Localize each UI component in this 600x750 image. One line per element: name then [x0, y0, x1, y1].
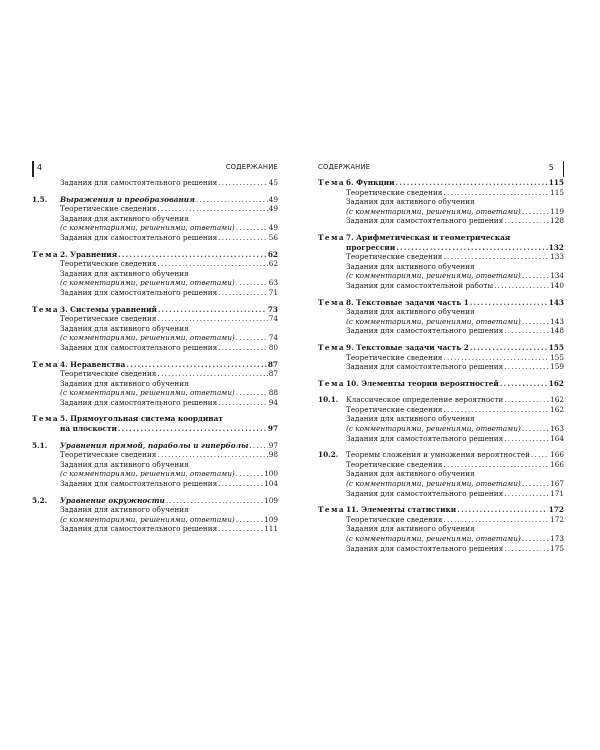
toc-entry[interactable]: (с комментариями, решениями, ответами) ..... 63: [32, 278, 278, 288]
toc-topic[interactable]: Тема 11. Элементы статистики ..... 172: [318, 505, 564, 515]
toc-entry[interactable]: Задания для самостоятельного решения ..... 104: [32, 479, 278, 489]
toc-entry[interactable]: Задания для самостоятельного решения ..... 175: [318, 544, 564, 554]
toc-entry[interactable]: (с комментариями, решениями, ответами) ..... 100: [32, 469, 278, 479]
toc-entry[interactable]: Теоретические сведения ..... 87: [32, 369, 278, 379]
toc-entry[interactable]: Задания для самостоятельного решения ..... 159: [318, 362, 564, 372]
toc-entry-line: Задания для активного обучения: [346, 469, 475, 479]
toc-entry-line: Задания для активного обучения: [60, 268, 189, 278]
toc-topic[interactable]: Тема 2. Уравнения ..... 62: [32, 250, 278, 260]
toc-entry[interactable]: Задания для самостоятельного решения ..... 148: [318, 326, 564, 336]
toc-entry[interactable]: Теоретические сведения ..... 166: [318, 460, 564, 470]
toc-entry[interactable]: (с комментариями, решениями, ответами) ..... 143: [318, 317, 564, 327]
toc-entry[interactable]: Теоретические сведения ..... 49: [32, 204, 278, 214]
toc-section[interactable]: 5.1. Уравнения прямой, параболы и гиперболы ..... 97: [32, 441, 278, 451]
toc-entry[interactable]: Задания для самостоятельного решения ..... 171: [318, 489, 564, 499]
toc-topic-cont[interactable]: прогрессии ..... 132: [318, 243, 564, 253]
toc-topic[interactable]: Тема 7. Арифметическая и геометрическая: [318, 232, 511, 242]
header-rule: [563, 161, 565, 177]
toc-entry[interactable]: Теоретические сведения ..... 133: [318, 252, 564, 262]
toc-entry-line: Задания для активного обучения: [60, 378, 189, 388]
toc-entry-line: Задания для активного обучения: [346, 197, 475, 207]
toc-section[interactable]: 10.2. Теоремы сложения и умножения вероятностей ..... 166: [318, 450, 564, 460]
left-page: [32, 163, 278, 534]
toc-entry[interactable]: Теоретические сведения ..... 74: [32, 314, 278, 324]
toc-entry[interactable]: Задания для самостоятельного решения ..... 111: [32, 524, 278, 534]
toc-entry-line: Задания для активного обучения: [60, 213, 189, 223]
toc-topic[interactable]: Тема 4. Неравенства ..... 87: [32, 360, 278, 370]
toc-topic[interactable]: Тема 8. Текстовые задачи часть 1 ..... 143: [318, 298, 564, 308]
toc-entry[interactable]: (с комментариями, решениями, ответами) ..... 88: [32, 388, 278, 398]
toc-entry[interactable]: Задания для самостоятельного решения ..... 71: [32, 288, 278, 298]
toc-entry[interactable]: Задания для самостоятельного решения ..... 80: [32, 343, 278, 353]
toc-entry[interactable]: Задания для самостоятельного решения ..... 128: [318, 216, 564, 226]
toc-entry[interactable]: (с комментариями, решениями, ответами) ..... 167: [318, 479, 564, 489]
toc-topic[interactable]: Тема 10. Элементы теории вероятностей ..... 162: [318, 379, 564, 389]
page-number: 4: [37, 163, 43, 172]
page-number: 5: [548, 163, 554, 172]
toc-entry[interactable]: Задания для самостоятельного решения ..... 164: [318, 434, 564, 444]
toc-entry[interactable]: (с комментариями, решениями, ответами) ..... 74: [32, 333, 278, 343]
toc-entry[interactable]: Теоретические сведения ..... 98: [32, 450, 278, 460]
toc-entry[interactable]: (с комментариями, решениями, ответами) ..... 173: [318, 534, 564, 544]
toc-entry[interactable]: (с комментариями, решениями, ответами) ..... 119: [318, 207, 564, 217]
toc-entry-line: Задания для активного обучения: [346, 261, 475, 271]
toc-entry-line: Задания для активного обучения: [60, 459, 189, 469]
toc-topic[interactable]: Тема 3. Системы уравнений ..... 73: [32, 305, 278, 315]
toc-topic[interactable]: Тема 9. Текстовые задачи часть 2 ..... 155: [318, 343, 564, 353]
toc-entry[interactable]: (с комментариями, решениями, ответами) ..... 163: [318, 424, 564, 434]
toc-section[interactable]: 5.2. Уравнение окружности ..... 109: [32, 496, 278, 506]
toc-entry[interactable]: Задания для самостоятельного решения ..... 45: [32, 178, 278, 188]
toc-topic[interactable]: Тема 5. Прямоугольная система координат: [32, 414, 223, 424]
toc-entry[interactable]: Теоретические сведения ..... 162: [318, 405, 564, 415]
header-rule: [32, 161, 34, 177]
right-page-header: [318, 163, 564, 175]
toc-entry[interactable]: Теоретические сведения ..... 62: [32, 259, 278, 269]
running-title: СОДЕРЖАНИЕ: [318, 163, 371, 171]
right-page: [318, 163, 564, 553]
toc-entry[interactable]: Теоретические сведения ..... 115: [318, 188, 564, 198]
toc-topic-cont[interactable]: на плоскости ..... 97: [32, 424, 278, 434]
toc-topic[interactable]: Тема 6. Функции ..... 115: [318, 178, 564, 188]
toc-entry-line: Задания для активного обучения: [60, 323, 189, 333]
left-page-header: [32, 163, 278, 175]
toc-entry[interactable]: Задания для самостоятельного решения ..... 56: [32, 233, 278, 243]
toc-entry[interactable]: (с комментариями, решениями, ответами) ..... 109: [32, 515, 278, 525]
toc-entry[interactable]: (с комментариями, решениями, ответами) ..... 134: [318, 271, 564, 281]
toc-entry-line: Задания для активного обучения: [346, 414, 475, 424]
toc-entry-line: Задания для активного обучения: [60, 505, 189, 515]
toc-entry-line: Задания для активного обучения: [346, 307, 475, 317]
toc-entry[interactable]: Задания для самостоятельного решения ..... 94: [32, 398, 278, 408]
toc-entry[interactable]: Задания для самостоятельной работы ..... 140: [318, 281, 564, 291]
toc-entry[interactable]: Теоретические сведения ..... 172: [318, 515, 564, 525]
toc-section[interactable]: 1.5. Выражения и преобразования ..... 49: [32, 195, 278, 205]
toc-section[interactable]: 10.1. Классическое определение вероятности ..... 162: [318, 395, 564, 405]
toc-entry-line: Задания для активного обучения: [346, 524, 475, 534]
toc-entry[interactable]: (с комментариями, решениями, ответами) ..... 49: [32, 223, 278, 233]
toc-entry[interactable]: Теоретические сведения ..... 155: [318, 353, 564, 363]
running-title: СОДЕРЖАНИЕ: [225, 163, 278, 171]
